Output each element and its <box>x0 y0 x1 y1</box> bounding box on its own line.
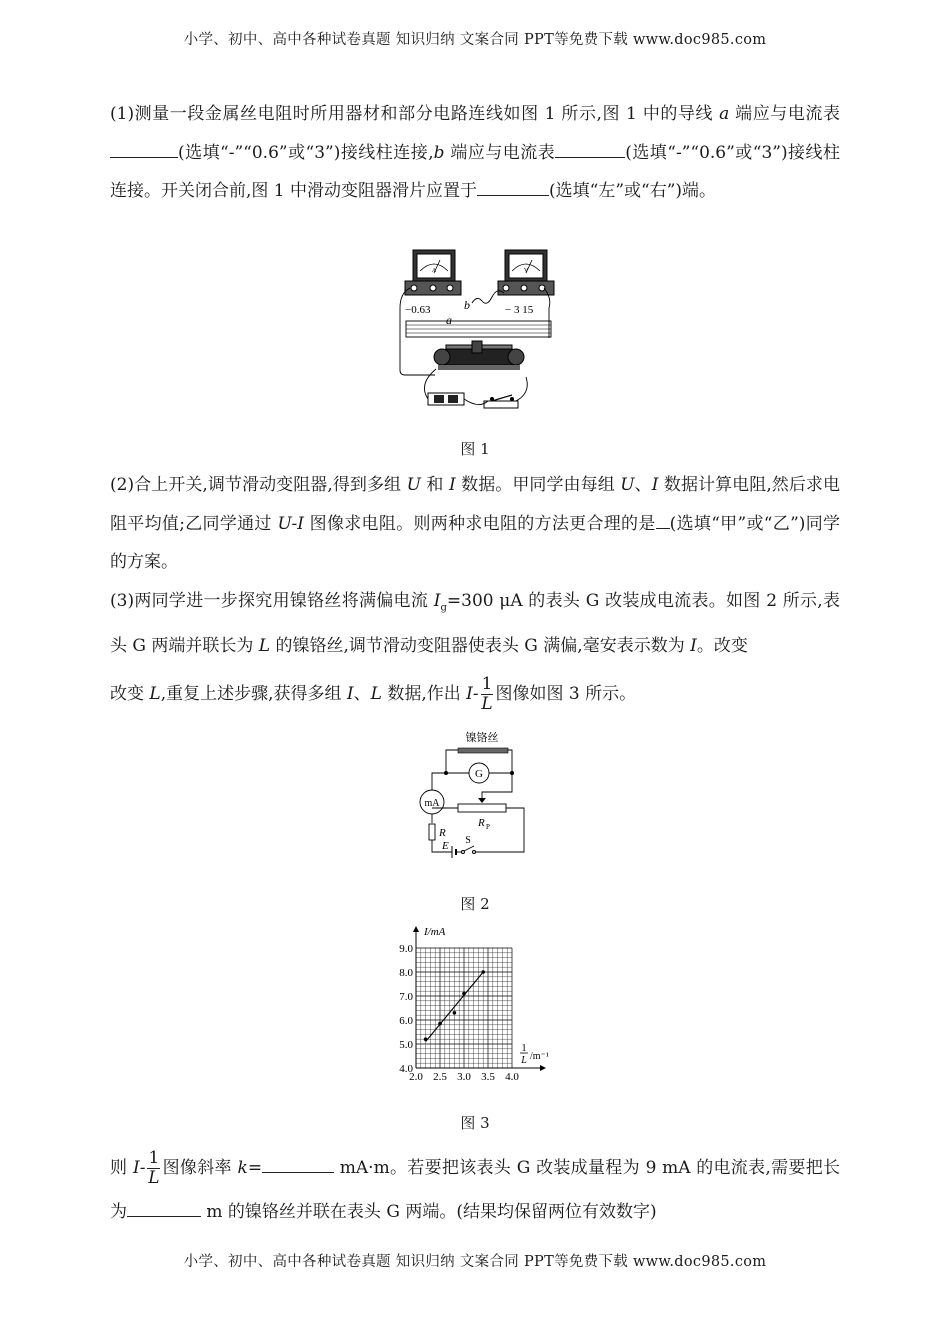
chart-xlabel-den: L <box>521 1055 527 1066</box>
rheostat-rp <box>458 804 506 812</box>
q2-var-i2: I <box>651 475 659 495</box>
q3-var-ig: I <box>433 591 441 611</box>
chart-xlabel-unit: /m⁻¹ <box>530 1051 549 1062</box>
q3-var-i2: I <box>346 684 354 704</box>
q3-sub-g: g <box>440 602 447 614</box>
rp-label: R <box>478 817 485 829</box>
q3-var-l2: L <box>149 684 161 704</box>
figure-2-caption: 图 2 <box>460 895 490 913</box>
answer-blank-5[interactable] <box>262 1155 334 1173</box>
ammeter-label: A <box>431 268 437 274</box>
ammeter <box>405 250 461 295</box>
battery <box>428 393 464 405</box>
y-tick-label: 4.0 <box>399 1063 413 1075</box>
figure-2-circuit <box>412 728 542 858</box>
q1-var-b: b <box>433 142 445 163</box>
x-tick-label: 3.5 <box>481 1071 495 1083</box>
q3-text-1: (3)两同学进一步探究用镍铬丝将满偏电流 <box>110 591 434 611</box>
milliammeter-label: mA <box>424 798 440 809</box>
q1-text-3: (选填“-”“0.6”或“3”)接线柱连接, <box>178 142 434 163</box>
y-tick-label: 7.0 <box>399 991 413 1003</box>
q3-sep: 、 <box>353 684 371 704</box>
q3-fraction: $\frac{1}{L}$ <box>481 674 493 714</box>
q3-text-7: 图像如图 3 所示。 <box>495 684 637 704</box>
q4-var-k: k <box>237 1158 248 1178</box>
q1-text-4: 端应与电流表 <box>444 142 556 163</box>
q1-text-1: (1)测量一段金属丝电阻时所用器材和部分电路连线如图 1 所示,图 1 中的导线 <box>110 104 720 124</box>
q2-var-ui: U-I <box>277 513 304 534</box>
q2-text-3: 数据计算电阻,然后求电阻平均值;乙同学通过 <box>110 475 841 534</box>
q2-and: 和 <box>420 475 449 495</box>
y-axis-arrow <box>413 926 419 932</box>
q3-text-3: 的镍铬丝,调节滑动变阻器使表头 G 满偏,毫安表示数为 <box>270 636 691 657</box>
y-tick-label: 6.0 <box>399 1015 413 1027</box>
q3-text-5: ,重复上述步骤,获得多组 <box>160 684 347 704</box>
q4-fraction: $\frac{1}{L}$ <box>148 1148 160 1188</box>
question-2 <box>110 466 840 582</box>
galvanometer-label: G <box>475 768 483 780</box>
x-tick-label: 2.0 <box>409 1071 423 1083</box>
q3-var-i: I <box>690 636 697 657</box>
wire-end-a-label: a <box>446 313 452 327</box>
q3-var-l: L <box>258 636 271 657</box>
data-point <box>481 970 485 974</box>
y-tick-label: 5.0 <box>399 1039 413 1051</box>
y-tick-label: 9.0 <box>399 943 413 955</box>
x-tick-label: 4.0 <box>505 1071 519 1083</box>
data-point <box>438 1022 442 1026</box>
x-tick-label: 3.0 <box>457 1071 471 1083</box>
answer-blank-3[interactable] <box>477 178 549 196</box>
r-label: R <box>439 827 446 839</box>
x-tick-label: 2.5 <box>433 1071 447 1083</box>
q4-var-i: I- <box>133 1158 146 1178</box>
q2-var-u: U <box>406 475 421 495</box>
q1-text-2: 端应与电流表 <box>729 104 840 124</box>
q2-var-i: I <box>448 475 456 495</box>
q2-text-4: 图像求电阻。则两种求电阻的方法更合理的是 <box>303 513 656 534</box>
question-3 <box>110 582 840 665</box>
q3-text-6: 数据,作出 <box>381 684 467 704</box>
s-label: S <box>465 835 471 846</box>
question-3-line-3: 改变 L,重复上述步骤,获得多组 I、L 数据,作出 I- $\frac{1}{L}$ 图像如图 3 所示。 <box>110 674 637 714</box>
voltmeter-label: V <box>523 268 529 274</box>
answer-blank-4[interactable] <box>656 511 670 529</box>
q3-text-4: 。改变 <box>696 636 748 657</box>
q3-text-2: =300 μA 的表头 G 改装成电流表。如图 2 所示,表头 G 两端并联长为 <box>110 591 840 657</box>
question-1 <box>110 95 840 211</box>
resistor-r <box>429 824 435 840</box>
answer-blank-6[interactable] <box>127 1199 201 1217</box>
figure-1-apparatus <box>380 245 560 425</box>
q1-var-a: a <box>719 104 730 124</box>
q3-var-i3: I- <box>466 684 479 704</box>
q2-text-5: (选填“甲”或“乙”)同学的方案。 <box>110 513 840 572</box>
x-axis-arrow <box>540 1065 546 1071</box>
wire-left <box>400 288 435 375</box>
q4-text-4: mA·m。若要把该表头 G 改装成量程为 9 mA 的电流表,需要把长为 <box>110 1158 841 1222</box>
q1-text-6: (选填“左”或“右”)端。 <box>549 181 717 201</box>
page-footer: 小学、初中、高中各种试卷真题 知识归纳 文案合同 PPT等免费下载 www.doc985.com <box>183 1254 767 1270</box>
figure-3-chart <box>380 920 570 1088</box>
q2-sep: 、 <box>634 475 652 495</box>
figure-3-caption: 图 3 <box>460 1114 490 1132</box>
q2-text-2: 数据。甲同学由每组 <box>455 475 621 495</box>
figure-1-caption: 图 1 <box>460 440 490 458</box>
q3-var-l3: L <box>370 684 382 704</box>
data-point <box>424 1037 428 1041</box>
answer-blank-2[interactable] <box>555 140 625 158</box>
nichrome-wire <box>458 748 508 753</box>
q4-text-2: 图像斜率 <box>162 1158 238 1178</box>
q4-text-1: 则 <box>110 1158 134 1178</box>
q4-text-5: m 的镍铬丝并联在表头 G 两端。(结果均保留两位有效数字) <box>201 1202 657 1222</box>
q2-text-1: (2)合上开关,调节滑动变阻器,得到多组 <box>110 475 407 495</box>
page-header: 小学、初中、高中各种试卷真题 知识归纳 文案合同 PPT等免费下载 www.doc985.com <box>183 32 767 48</box>
switch <box>484 395 518 408</box>
chart-xlabel-num: 1 <box>521 1043 527 1054</box>
voltmeter-terminal-labels: − 3 15 <box>505 304 534 316</box>
chart-ylabel: I/mA <box>424 926 446 938</box>
chart-grid <box>416 948 512 1068</box>
voltmeter <box>498 250 554 295</box>
data-point <box>453 1011 457 1015</box>
e-label: E <box>442 840 449 852</box>
wire-end-b-label: b <box>464 298 470 312</box>
question-4 <box>110 1146 840 1234</box>
q2-var-u2: U <box>620 475 635 495</box>
q1-text-5: (选填“-”“0.6”或“3”)接线柱连接。开关闭合前,图 1 中滑动变阻器滑片应置于 <box>110 142 840 201</box>
data-point <box>462 992 466 996</box>
answer-blank-1[interactable] <box>110 140 178 158</box>
ammeter-terminal-labels: −0.63 <box>405 304 431 316</box>
nichrome-label: 镍铬丝 <box>465 732 499 744</box>
y-tick-label: 8.0 <box>399 967 413 979</box>
q4-text-3: = <box>247 1158 263 1178</box>
rp-sub-label: P <box>486 823 490 831</box>
rheostat <box>434 341 524 370</box>
